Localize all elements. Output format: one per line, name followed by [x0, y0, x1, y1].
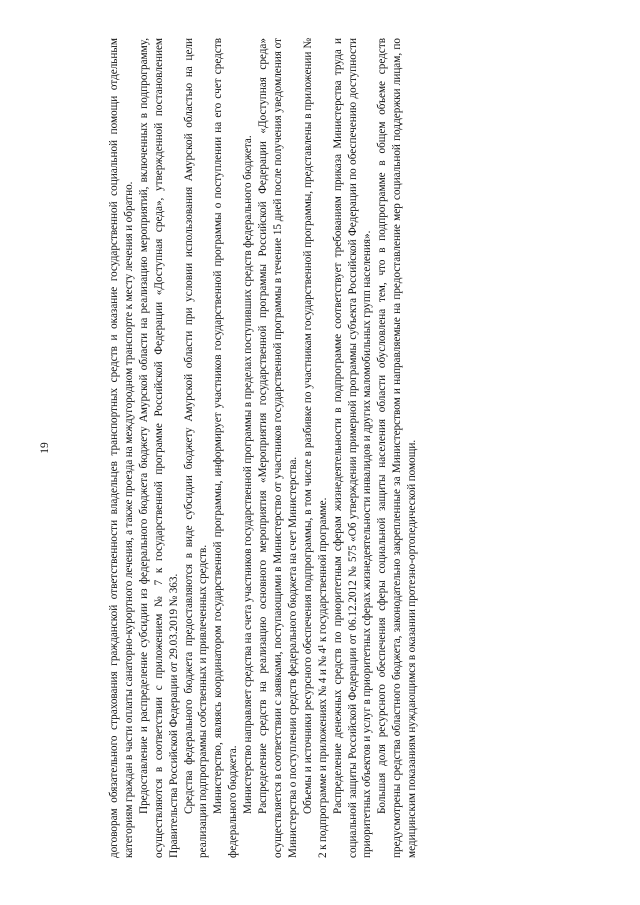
- paragraph: Распределение денежных средств по приоритетным сферам жизнедеятельности в подпрограмме соответствует требованиям приказа Министерства труда и социальной защиты Российской Федерации от 06.12.2012 № 575 «Об утверждении примерной программы субъекта Российской Федерации по обеспечению доступности приоритетных объектов и услуг в приоритетных сферах жизнедеятельности инвалидов и других маломобильных групп населения».: [331, 38, 374, 858]
- paragraph: Распределение средств на реализацию основного мероприятия «Мероприятия государственной программы Российской Федерации «Доступная среда» осуществляется в соответствии с заявками, поступающими в Министерство от участников государственной программы в течение 15 дней после получения уведомления от Министерства о поступлении средств федерального бюджета на счет Министерства.: [257, 38, 299, 858]
- page-number: 19: [39, 442, 51, 454]
- paragraph: Средства федерального бюджета предоставляются в виде субсидии бюджету Амурской области при условии использования Амурской областью на цели реализации подпрограммы собственных и привлеченных средств.: [182, 38, 210, 858]
- rotated-scan: [39, 38, 552, 858]
- paragraph: Предоставление и распределение субсидии из федерального бюджета бюджету Амурской области на реализацию мероприятий, включенных в подпрограмму, осуществляются в соответствии с приложением № 7 к государственной программе Российской Федерации «Доступная среда», утвержденной постановлением Правительства Российской Федерации от 29.03.2019 № 363.: [137, 38, 180, 858]
- paragraph: Министерство направляет средства на счета участников государственной программы в пределах поступивших средств федерального бюджета.: [242, 135, 255, 814]
- paragraph: Большая доля ресурсного обеспечения сферы социальной защиты населения области обусловлена тем, что в подпрограмме в общем объеме средств предусмотрены средства областного бюджета, законодательно закрепленные за Министерством и направляемые на предоставление мер социальной поддержки лицам, по медицинским показаниям нуждающимся в оказании протезно-ортопедической помощи.: [376, 38, 419, 858]
- paragraph: Объемы и источники ресурсного обеспечения подпрограммы, в том числе в разбивке по участникам государственной программы, представлены в приложении № 2 к подпрограмме и приложениях № 4 и № 4¹ к государственной программе.: [301, 38, 329, 858]
- body-text: [107, 38, 420, 858]
- paragraph: Министерство, являясь координатором государственной программы, информирует участников государственной программы о поступлении на его счет средств федерального бюджета.: [212, 38, 240, 858]
- paragraph: договорам обязательного страхования гражданской ответственности владельцев транспортных средств и оказание государственной социальной помощи отдельным категориям граждан в части оплаты санаторно-курортного лечения, а также проезда на междугородном транспорте к месту лечения и обратно.: [108, 38, 135, 858]
